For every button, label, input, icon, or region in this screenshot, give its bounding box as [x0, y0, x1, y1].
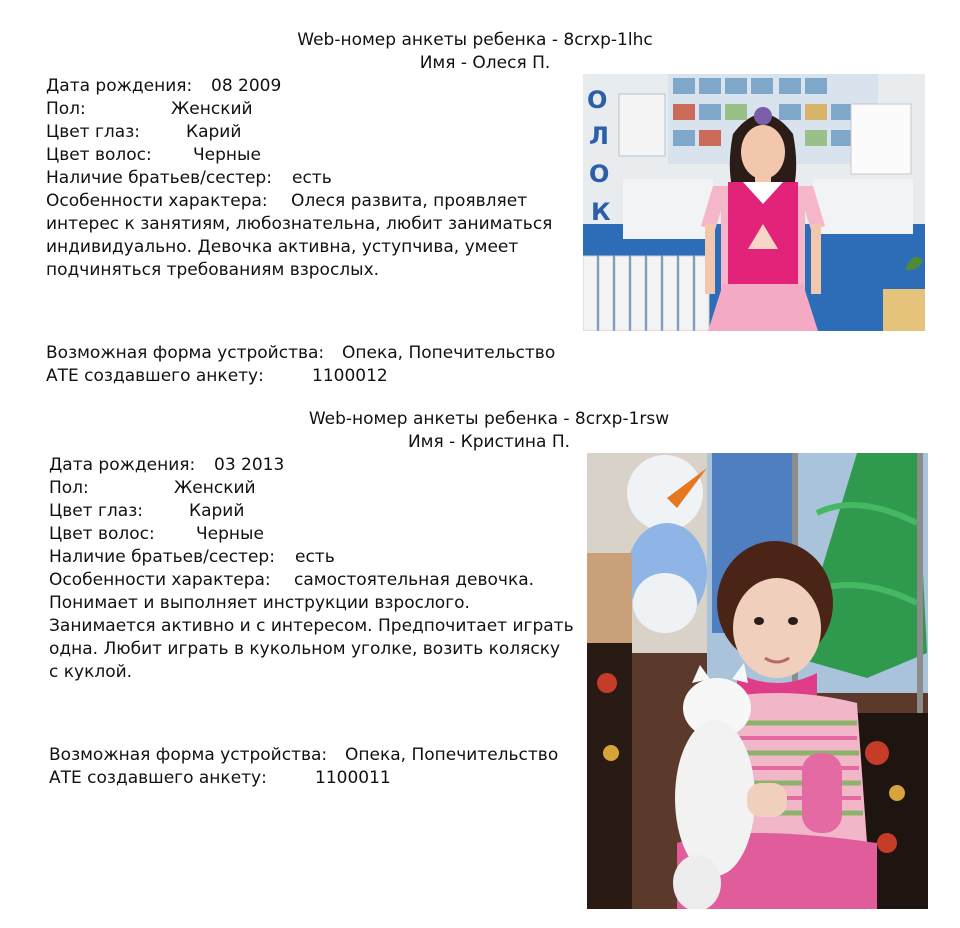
- web-number-line: Web-номер анкеты ребенка - 8crxp-1rsw: [308, 409, 670, 429]
- dob-row: [49, 454, 589, 477]
- placement-form-value: Опека, Попечительство: [342, 343, 556, 363]
- eye-color-label: Цвет глаз:: [49, 501, 143, 521]
- dob-label: Дата рождения:: [49, 455, 196, 475]
- siblings-row: [49, 546, 589, 569]
- ate-value: 1100012: [312, 366, 388, 386]
- wall-letter: К: [591, 198, 611, 226]
- hair-color-row: [46, 144, 586, 167]
- sex-row: [49, 477, 589, 500]
- placement-form-row: [46, 342, 586, 365]
- ate-label: АТЕ создавшего анкету:: [46, 366, 264, 386]
- sex-label: Пол:: [49, 478, 89, 498]
- profile-info: [49, 454, 589, 790]
- hair-color-label: Цвет волос:: [46, 145, 152, 165]
- sex-row: [46, 98, 586, 121]
- dob-label: Дата рождения:: [46, 76, 193, 96]
- placement-form-label: Возможная форма устройства:: [46, 343, 325, 363]
- siblings-row: [46, 167, 586, 190]
- child-name-line: Имя - Кристина П.: [407, 432, 571, 452]
- sex-value: Женский: [171, 99, 253, 119]
- character-paragraph: [49, 569, 574, 684]
- wall-letter: Л: [589, 122, 609, 150]
- siblings-value: есть: [295, 547, 335, 567]
- child-name-line: Имя - Олеся П.: [419, 53, 551, 73]
- siblings-label: Наличие братьев/сестер:: [49, 547, 275, 567]
- child-photo-2: [587, 453, 928, 909]
- character-value: Олеся развита, проявляет интерес к занятиям, любознательна, любит заниматься индивидуально. Девочка активна, уступчива, умеет подчиняться требованиям взрослых.: [46, 191, 553, 280]
- character-label: Особенности характера:: [46, 191, 268, 211]
- eye-color-row: [46, 121, 586, 144]
- ate-row: [49, 767, 589, 790]
- eye-color-label: Цвет глаз:: [46, 122, 140, 142]
- eye-color-value: Карий: [186, 122, 242, 142]
- child-photo-1: [583, 74, 925, 331]
- hair-color-value: Черные: [193, 145, 261, 165]
- dob-value: 08 2009: [211, 76, 282, 96]
- sex-label: Пол:: [46, 99, 86, 119]
- ate-value: 1100011: [315, 768, 391, 788]
- web-number-line: Web-номер анкеты ребенка - 8crxp-1lhc: [297, 30, 653, 50]
- dob-row: [46, 75, 586, 98]
- wall-letter: О: [589, 160, 610, 188]
- hair-color-label: Цвет волос:: [49, 524, 155, 544]
- siblings-label: Наличие братьев/сестер:: [46, 168, 272, 188]
- ate-row: [46, 365, 586, 388]
- placement-form-label: Возможная форма устройства:: [49, 745, 328, 765]
- siblings-value: есть: [292, 168, 332, 188]
- hair-color-value: Черные: [196, 524, 264, 544]
- eye-color-value: Карий: [189, 501, 245, 521]
- ate-label: АТЕ создавшего анкету:: [49, 768, 267, 788]
- child-profile-2: [0, 400, 960, 928]
- sex-value: Женский: [174, 478, 256, 498]
- wall-letter: О: [587, 86, 608, 114]
- hair-color-row: [49, 523, 589, 546]
- profile-info: [46, 75, 586, 388]
- character-label: Особенности характера:: [49, 570, 271, 590]
- child-profile-1: [0, 0, 960, 395]
- dob-value: 03 2013: [214, 455, 285, 475]
- character-paragraph: [46, 190, 571, 282]
- eye-color-row: [49, 500, 589, 523]
- placement-form-value: Опека, Попечительство: [345, 745, 559, 765]
- placement-form-row: [49, 744, 589, 767]
- character-value: самостоятельная девочка. Понимает и выполняет инструкции взрослого. Занимается активно и с интересом. Предпочитает играть одна. Любит играть в кукольном уголке, возить коляску с куклой.: [49, 570, 574, 682]
